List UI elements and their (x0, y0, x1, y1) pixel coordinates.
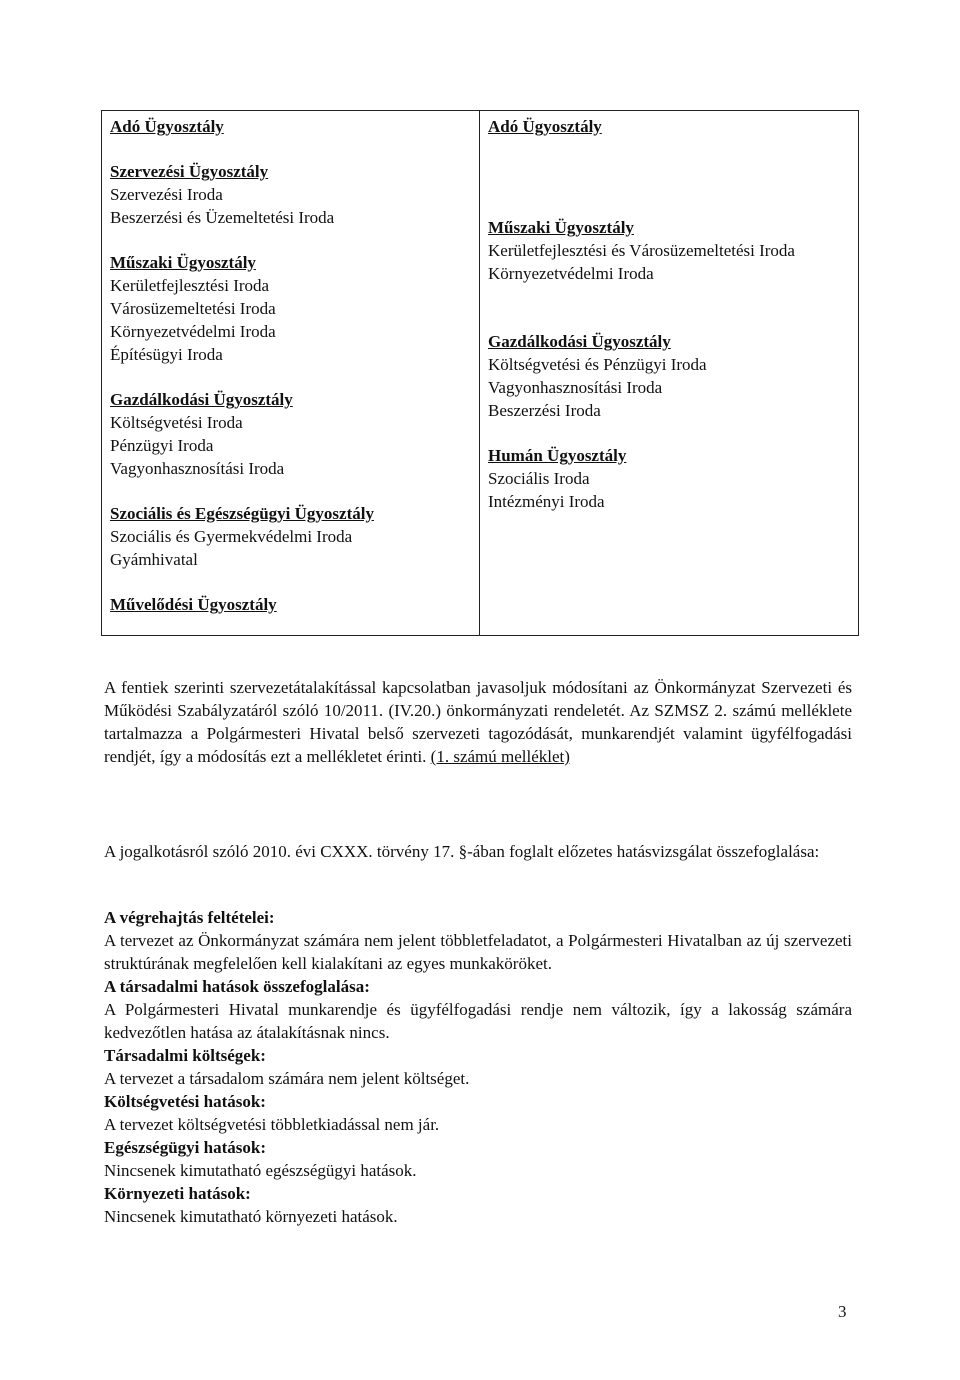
impact-text: A tervezet az Önkormányzat számára nem jelent többletfeladatot, a Polgármesteri Hivatalban az új szervezeti struktúrának megfelelően kell kialakítani az egyes munkaköröket. (104, 931, 852, 973)
office-name: Városüzemeltetési Iroda (110, 299, 276, 318)
office-name: Gyámhivatal (110, 550, 198, 569)
office-name: Szociális és Gyermekvédelmi Iroda (110, 527, 353, 546)
office-name: Beszerzési Iroda (488, 401, 601, 420)
office-name: Pénzügyi Iroda (110, 436, 214, 455)
impact-text: Nincsenek kimutatható környezeti hatások. (104, 1207, 398, 1226)
impact-title: A társadalmi hatások összefoglalása: (104, 977, 370, 996)
dept-heading: Humán Ügyosztály (488, 446, 627, 465)
office-name: Költségvetési és Pénzügyi Iroda (488, 355, 707, 374)
dept-block (110, 160, 471, 229)
impact-assessment-section (104, 906, 852, 1228)
dept-block (110, 593, 471, 616)
impact-text: A tervezet költségvetési többletkiadással nem jár. (104, 1115, 440, 1134)
dept-heading: Adó Ügyosztály (488, 117, 602, 136)
dept-heading: Műszaki Ügyosztály (110, 253, 256, 272)
dept-heading: Adó Ügyosztály (110, 117, 224, 136)
dept-heading: Gazdálkodási Ügyosztály (110, 390, 293, 409)
dept-block (488, 115, 850, 138)
office-name: Beszerzési és Üzemeltetési Iroda (110, 208, 335, 227)
office-name: Vagyonhasznosítási Iroda (110, 459, 285, 478)
dept-heading: Gazdálkodási Ügyosztály (488, 332, 671, 351)
dept-heading: Műszaki Ügyosztály (488, 218, 634, 237)
office-name: Építésügyi Iroda (110, 345, 223, 364)
dept-heading: Szervezési Ügyosztály (110, 162, 269, 181)
dept-block (488, 330, 850, 422)
spacer (488, 160, 850, 216)
new-structure-column (480, 111, 858, 635)
office-name: Intézményi Iroda (488, 492, 605, 511)
impact-title: A végrehajtás feltételei: (104, 908, 275, 927)
impact-title: Költségvetési hatások: (104, 1092, 266, 1111)
office-name: Vagyonhasznosítási Iroda (488, 378, 663, 397)
dept-heading: Művelődési Ügyosztály (110, 595, 277, 614)
dept-block (110, 115, 471, 138)
office-name: Költségvetési Iroda (110, 413, 243, 432)
impact-text: A tervezet a társadalom számára nem jelent költséget. (104, 1069, 470, 1088)
office-name: Kerületfejlesztési és Városüzemeltetési Iroda (488, 241, 795, 260)
intro-paragraph (104, 676, 852, 768)
office-name: Környezetvédelmi Iroda (110, 322, 276, 341)
annex-reference-link[interactable]: (1. számú melléklet) (430, 747, 570, 766)
office-name: Környezetvédelmi Iroda (488, 264, 654, 283)
current-structure-column (102, 111, 480, 635)
dept-block (110, 388, 471, 480)
impact-text: Nincsenek kimutatható egészségügyi hatások. (104, 1161, 417, 1180)
impact-title: Környezeti hatások: (104, 1184, 251, 1203)
impact-text: A Polgármesteri Hivatal munkarendje és ügyfélfogadási rendje nem változik, így a lakosság számára kedvezőtlen hatása az átalakításnak nincs. (104, 1000, 852, 1042)
dept-block (488, 444, 850, 513)
page-number: 3 (838, 1302, 847, 1321)
org-structure-table (101, 110, 859, 636)
impact-title: Egészségügyi hatások: (104, 1138, 266, 1157)
impact-title: Társadalmi költségek: (104, 1046, 266, 1065)
dept-block (110, 251, 471, 366)
dept-heading: Szociális és Egészségügyi Ügyosztály (110, 504, 374, 523)
office-name: Szervezési Iroda (110, 185, 223, 204)
intro-text: A fentiek szerinti szervezetátalakítással kapcsolatban javasoljuk módosítani az Önkormányzat Szervezeti és Működési Szabályzatáról szóló 10/2011. (IV.20.) önkormányzati rendeletét. Az SZMSZ 2. számú melléklete tartalmazza a Polgármesteri Hivatal belső szervezeti tagozódását, munkarendjét valamint ügyfélfogadási rendjét, így a módosítás ezt a mellékletet érinti. (104, 678, 852, 766)
office-name: Szociális Iroda (488, 469, 590, 488)
dept-block (488, 216, 850, 285)
spacer (488, 307, 850, 330)
office-name: Kerületfejlesztési Iroda (110, 276, 270, 295)
impact-intro-paragraph: A jogalkotásról szóló 2010. évi CXXX. törvény 17. §-ában foglalt előzetes hatásvizsgálat összefoglalása: (104, 842, 820, 861)
dept-block (110, 502, 471, 571)
